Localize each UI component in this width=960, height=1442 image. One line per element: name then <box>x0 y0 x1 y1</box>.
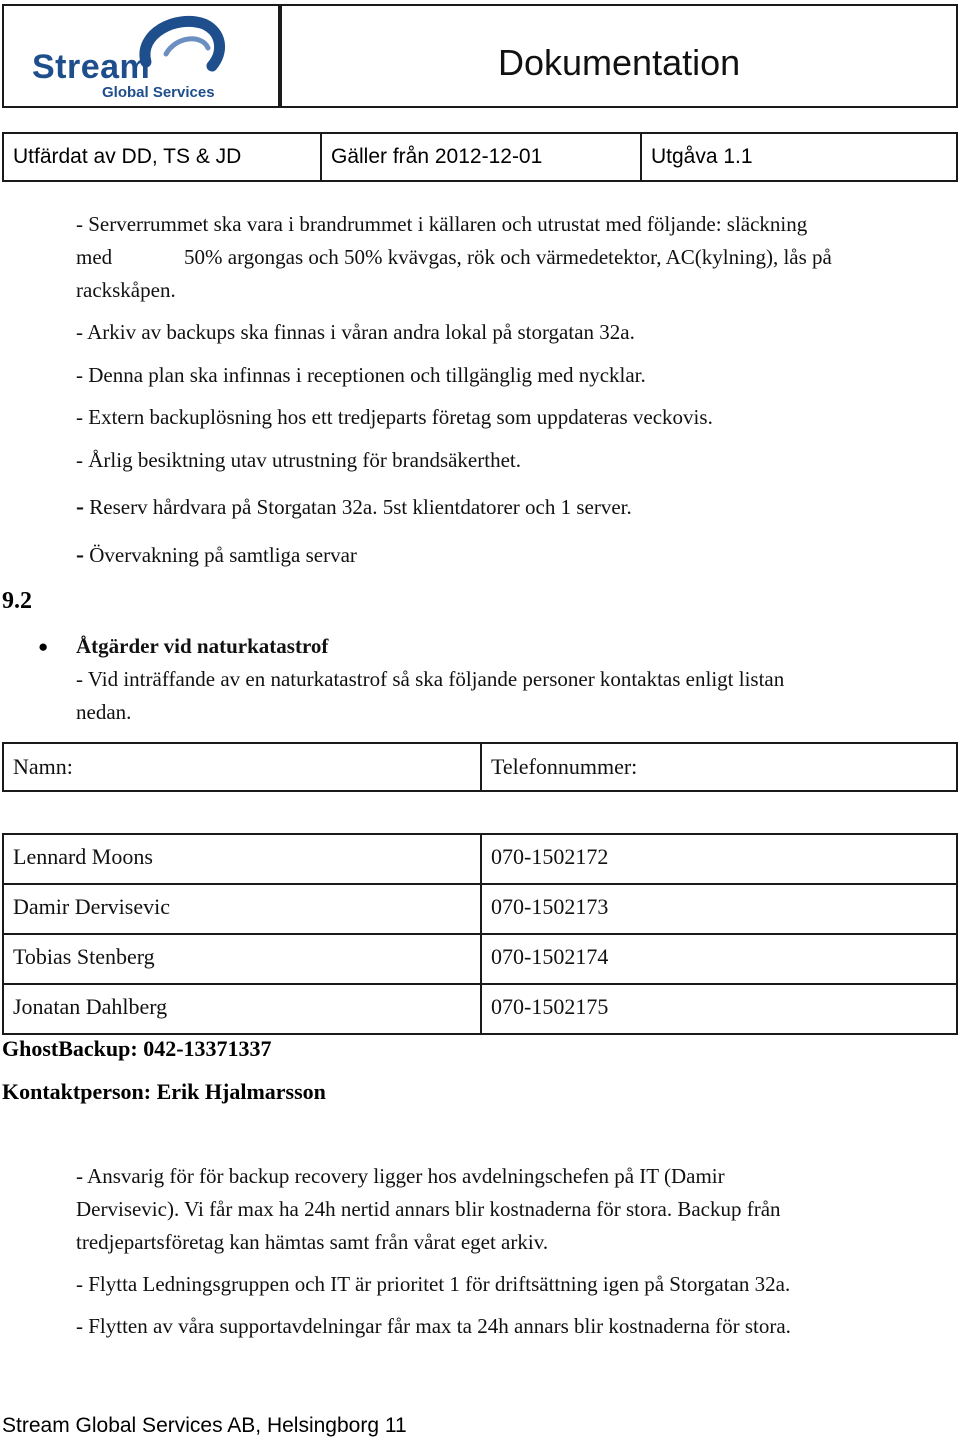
table-row-phone: 070-1502172 <box>480 833 958 885</box>
table-row-phone: 070-1502174 <box>480 933 958 985</box>
table-row-name: Jonatan Dahlberg <box>2 983 482 1035</box>
ghostbackup-contact: GhostBackup: 042-13371337 <box>2 1036 272 1061</box>
bullet-icon: ● <box>38 637 49 656</box>
archive-note: - Arkiv av backups ska finnas i våran andra lokal på storgatan 32a. <box>76 320 635 344</box>
section-intro-line-1: - Vid inträffande av en naturkatastrof så ska följande personer kontaktas enligt listan <box>76 667 785 691</box>
company-logo <box>26 12 226 102</box>
server-room-line-2a: med <box>76 245 113 269</box>
plan-note: - Denna plan ska infinnas i receptionen och tillgänglig med nycklar. <box>76 363 646 387</box>
support-note: - Flytten av våra supportavdelningar får max ta 24h annars blir kostnaderna för stora. <box>76 1314 791 1338</box>
table-row-name: Lennard Moons <box>2 833 482 885</box>
priority-note: - Flytta Ledningsgruppen och IT är prioritet 1 för driftsättning igen på Storgatan 32a. <box>76 1272 791 1296</box>
inspection-note: - Årlig besiktning utav utrustning för brandsäkerthet. <box>76 448 521 472</box>
table-header-name: Namn: <box>2 742 482 792</box>
logo-subtitle: Global Services <box>102 84 215 101</box>
server-room-line-1: - Serverrummet ska vara i brandrummet i källaren och utrustat med följande: släckning <box>76 212 808 236</box>
reserve-text: Reserv hårdvara på Storgatan 32a. 5st klientdatorer och 1 server. <box>89 495 632 519</box>
recovery-note-line-1: - Ansvarig för för backup recovery ligger hos avdelningschefen på IT (Damir <box>76 1164 725 1188</box>
table-row-phone: 070-1502173 <box>480 883 958 935</box>
title-cell <box>280 4 958 108</box>
monitoring-text: Övervakning på samtliga servar <box>89 543 357 567</box>
valid-from: Gäller från 2012-12-01 <box>320 132 642 182</box>
reserve-hardware-note <box>76 494 632 521</box>
contact-person: Kontaktperson: Erik Hjalmarsson <box>2 1079 326 1104</box>
section-number: 9.2 <box>2 588 32 614</box>
server-room-line-2b: 50% argongas och 50% kvävgas, rök och värmedetektor, AC(kylning), lås på <box>184 245 832 269</box>
document-meta-row <box>2 132 958 182</box>
monitoring-dash: - <box>76 542 84 568</box>
table-row-name: Damir Dervisevic <box>2 883 482 935</box>
reserve-dash: - <box>76 494 84 520</box>
section-intro-line-2: nedan. <box>76 700 132 724</box>
recovery-note-line-3: tredjepartsföretag kan hämtas samt från vårat eget arkiv. <box>76 1230 549 1254</box>
table-header-phone: Telefonnummer: <box>480 742 958 792</box>
edition: Utgåva 1.1 <box>640 132 958 182</box>
page-footer: Stream Global Services AB, Helsingborg 11 <box>2 1414 407 1437</box>
table-row-phone: 070-1502175 <box>480 983 958 1035</box>
table-row-name: Tobias Stenberg <box>2 933 482 985</box>
monitoring-note <box>76 542 357 569</box>
logo-cell <box>2 4 280 108</box>
issued-by: Utfärdat av DD, TS & JD <box>2 132 322 182</box>
external-backup-note: - Extern backuplösning hos ett tredjeparts företag som uppdateras veckovis. <box>76 405 713 429</box>
server-room-line-3: rackskåpen. <box>76 278 176 302</box>
document-title: Dokumentation <box>498 42 741 83</box>
section-heading: Åtgärder vid naturkatastrof <box>76 634 329 658</box>
recovery-note-line-2: Dervisevic). Vi får max ha 24h nertid annars blir kostnaderna för stora. Backup från <box>76 1197 781 1221</box>
logo-wordmark: Stream <box>32 48 151 86</box>
